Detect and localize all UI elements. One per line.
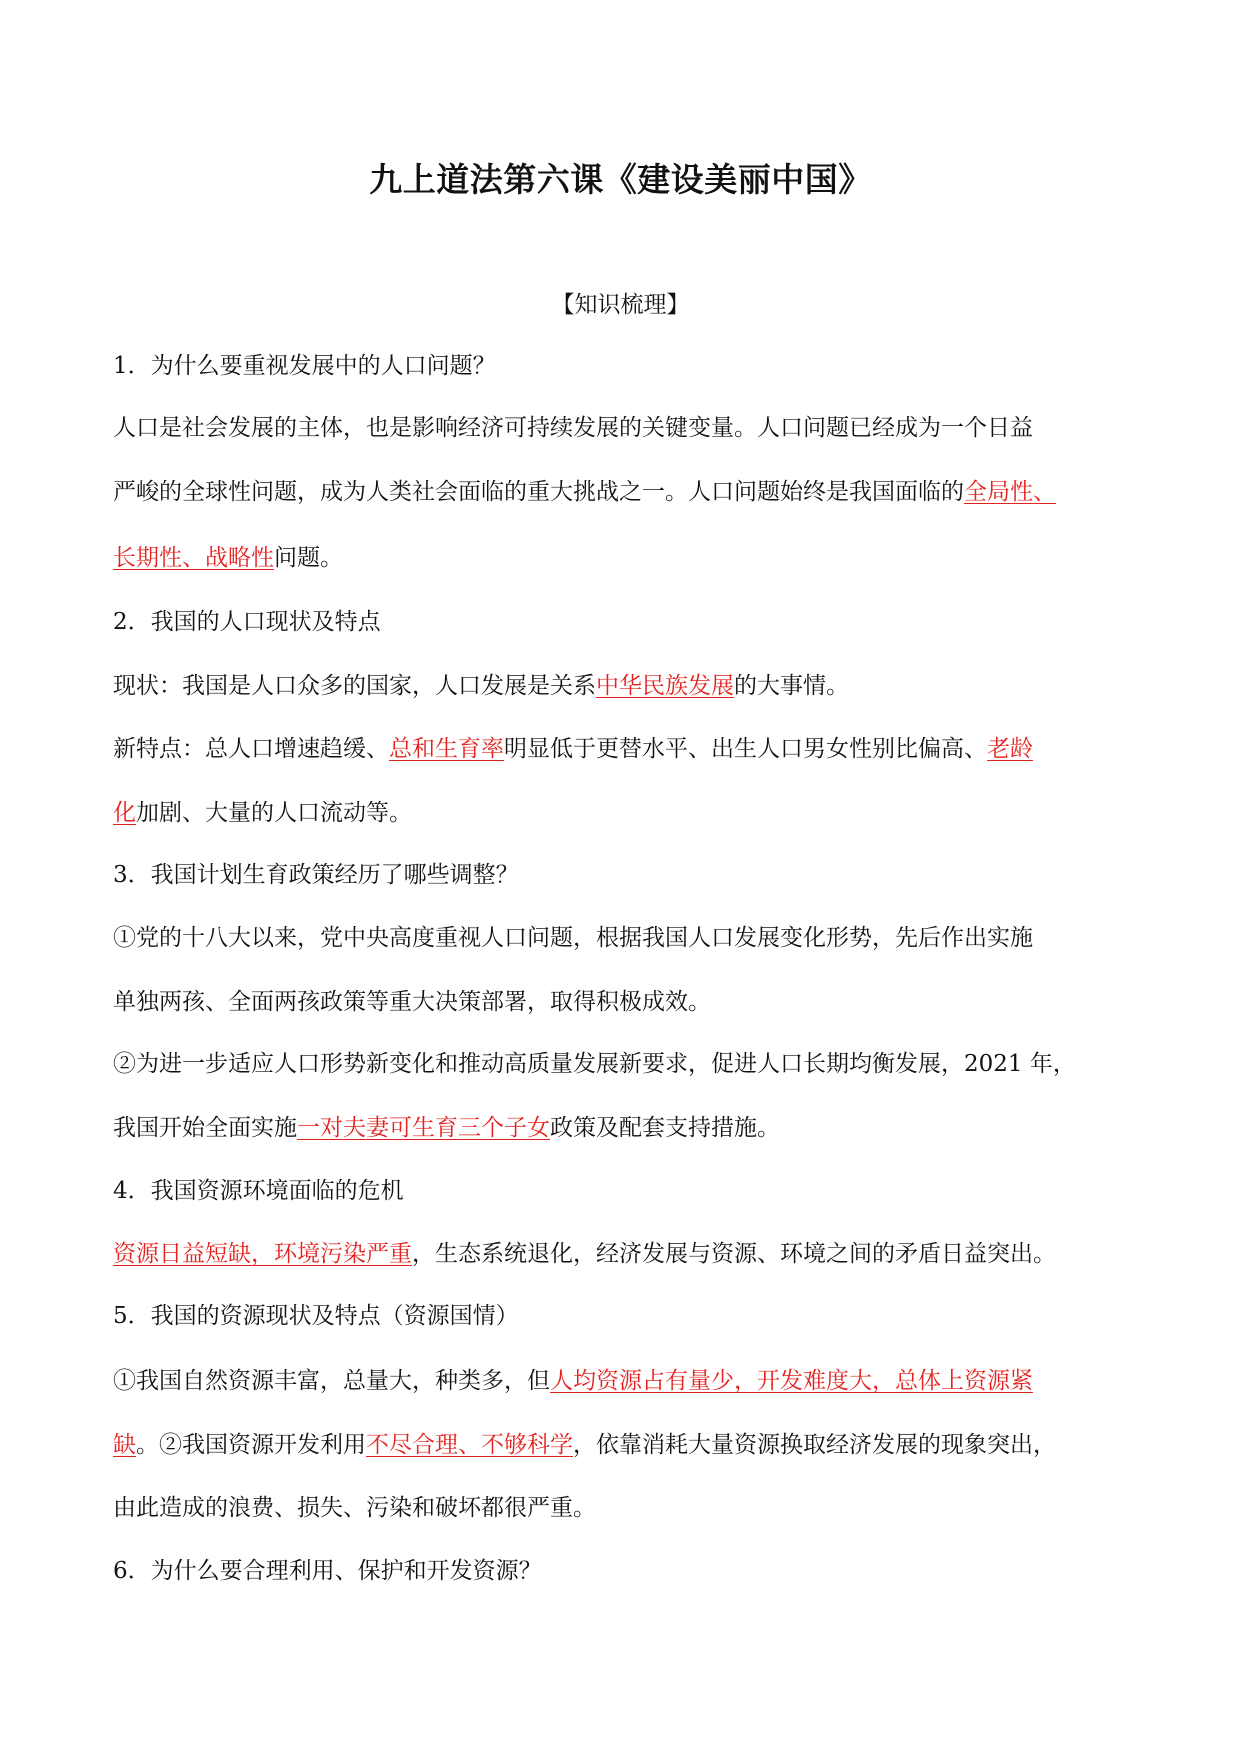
- question-5-heading: 5．我国的资源现状及特点（资源国情）: [113, 1303, 519, 1329]
- q4-text: ，生态系统退化，经济发展与资源、环境之间的矛盾日益突出。: [412, 1241, 1056, 1267]
- question-3-heading: 3．我国计划生育政策经历了哪些调整？: [113, 862, 519, 888]
- q3-point-2-line-2: [113, 1110, 1153, 1146]
- question-6-heading: 6．为什么要合理利用、保护和开发资源？: [113, 1558, 542, 1584]
- q2-new-text: 新特点：总人口增速趋缓、: [113, 736, 389, 762]
- q2-highlight-aging-end: 化: [113, 800, 136, 826]
- q2-status-highlight: 中华民族发展: [596, 673, 734, 699]
- question-1-heading: 1．为什么要重视发展中的人口问题？: [113, 353, 496, 379]
- q5-text-mid: 。②我国资源开发利用: [136, 1432, 366, 1458]
- q3-point-1-line-2: 单独两孩、全面两孩政策等重大决策部署，取得积极成效。: [113, 989, 711, 1015]
- q2-highlight-aging: 老龄: [987, 736, 1033, 762]
- q3-text: 我国开始全面实施: [113, 1115, 297, 1141]
- q1-highlight-1: 全局性、: [964, 479, 1056, 505]
- q1-highlight-2: 长期性、战略性: [113, 545, 274, 571]
- q2-status-text: 现状：我国是人口众多的国家，人口发展是关系: [113, 673, 596, 699]
- question-4-heading: 4．我国资源环境面临的危机: [113, 1178, 404, 1204]
- q5-highlight-1: 人均资源占有量少，开发难度大，总体上资源紧: [550, 1368, 1033, 1394]
- q5-answer-line-2: [113, 1427, 1153, 1463]
- q2-highlight-fertility: 总和生育率: [389, 736, 504, 762]
- q2-new-feature-line-1: [113, 731, 1153, 767]
- section-heading: 【知识梳理】: [551, 292, 690, 318]
- q4-answer-line: [113, 1236, 1153, 1272]
- q3-highlight-three-child: 一对夫妻可生育三个子女: [297, 1115, 550, 1141]
- q5-answer-line-1: [113, 1363, 1153, 1399]
- page-title: 九上道法第六课《建设美丽中国》: [369, 160, 872, 199]
- q3-point-1-line-1: ①党的十八大以来，党中央高度重视人口问题，根据我国人口发展变化形势，先后作出实施: [113, 925, 1033, 951]
- q2-new-feature-line-2: [113, 795, 1153, 831]
- q5-highlight-1-end: 缺: [113, 1432, 136, 1458]
- q3-point-2-line-1: ②为进一步适应人口形势新变化和推动高质量发展新要求，促进人口长期均衡发展，2021 年，: [113, 1051, 1076, 1077]
- q4-highlight: 资源日益短缺，环境污染严重: [113, 1241, 412, 1267]
- q3-text-end: 政策及配套支持措施。: [550, 1115, 780, 1141]
- q2-new-text-end: 加剧、大量的人口流动等。: [136, 800, 412, 826]
- q5-text: ①我国自然资源丰富，总量大，种类多，但: [113, 1368, 550, 1394]
- q1-answer-line-1: 人口是社会发展的主体，也是影响经济可持续发展的关键变量。人口问题已经成为一个日益: [113, 415, 1033, 441]
- q5-answer-line-3: 由此造成的浪费、损失、污染和破坏都很严重。: [113, 1495, 596, 1521]
- q2-status-end: 的大事情。: [734, 673, 849, 699]
- q5-highlight-2: 不尽合理、不够科学: [366, 1432, 573, 1458]
- q1-text-end: 问题。: [274, 545, 343, 571]
- q1-text: 严峻的全球性问题，成为人类社会面临的重大挑战之一。人口问题始终是我国面临的: [113, 479, 964, 505]
- q5-text-end: ，依靠消耗大量资源换取经济发展的现象突出，: [573, 1432, 1056, 1458]
- q2-new-text-mid: 明显低于更替水平、出生人口男女性别比偏高、: [504, 736, 987, 762]
- q1-answer-line-3: [113, 540, 1153, 576]
- q1-answer-line-2: [113, 474, 1153, 510]
- question-2-heading: 2．我国的人口现状及特点: [113, 609, 381, 635]
- q2-status-line: [113, 668, 1153, 704]
